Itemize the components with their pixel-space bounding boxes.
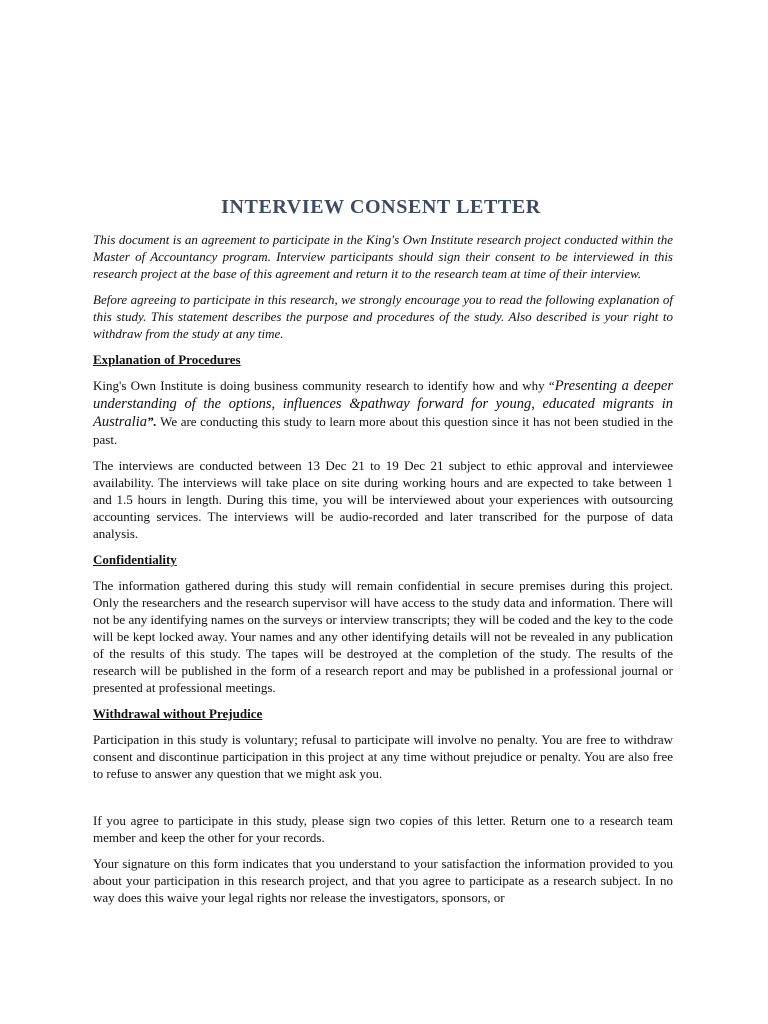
procedures-paragraph-2: The interviews are conducted between 13 Dec 21 to 19 Dec 21 subject to ethic approval and interviewee availability. The interviews will take place on site during working hours and are expected to take between 1 and 1.5 hours in length. During this time, you will be interviewed about your experiences with outsourcing accounting services. The interviews will be audio-recorded and later transcribed for the purpose of data analysis. [93, 458, 673, 541]
intro-paragraph-1: This document is an agreement to participate in the King's Own Institute research project conducted within the Master of Accountancy program. Interview participants should sign their consent to be interviewed in this research project at the base of this agreement and return it to the research team at time of their interview. [93, 232, 673, 281]
document-body [93, 196, 673, 906]
study-question-quote: Presenting a deeper understanding of the options, influences &pathway forward for young, educated migrants in Australia [93, 378, 673, 430]
intro-paragraph-2: Before agreeing to participate in this research, we strongly encourage you to read the following explanation of this study. This statement describes the purpose and procedures of the study. Also described is your right to withdraw from the study at any time. [93, 292, 673, 341]
procedures-lead-text: King's Own Institute is doing business community research to identify how and why “ [93, 378, 555, 393]
withdrawal-heading: Withdrawal without Prejudice [93, 706, 263, 721]
confidentiality-heading: Confidentiality [93, 552, 177, 567]
confidentiality-paragraph: The information gathered during this study will remain confidential in secure premises during this project. Only the researchers and the research supervisor will have access to the study data and information. There will not be any identifying names on the surveys or interview transcripts; they will be coded and the key to the code will be kept locked away. Your names and any other identifying details will not be revealed in any publication of the results of this study. The tapes will be destroyed at the completion of the study. The results of the research will be published in the form of a research report and may be published in a professional journal or presented at professional meetings. [93, 578, 673, 695]
withdrawal-paragraph: Participation in this study is voluntary; refusal to participate will involve no penalty. You are free to withdraw consent and discontinue participation in this project at any time without prejudice or penalty. You are also free to refuse to answer any question that we might ask you. [93, 732, 673, 781]
procedures-paragraph-1 [93, 377, 673, 448]
procedures-heading: Explanation of Procedures [93, 352, 241, 367]
closing-paragraph-1: If you agree to participate in this study, please sign two copies of this letter. Return one to a research team member and keep the other for your records. [93, 813, 673, 845]
closing-paragraph-2: Your signature on this form indicates that you understand to your satisfaction the information provided to you about your participation in this research project, and that you agree to participate as a research subject. In no way does this waive your legal rights nor release the investigators, sponsors, or [93, 856, 673, 905]
document-title: INTERVIEW CONSENT LETTER [221, 196, 541, 218]
quote-close: ”. [146, 414, 157, 429]
procedures-tail-text: We are conducting this study to learn more about this question since it has not been studied in the past. [93, 414, 673, 447]
